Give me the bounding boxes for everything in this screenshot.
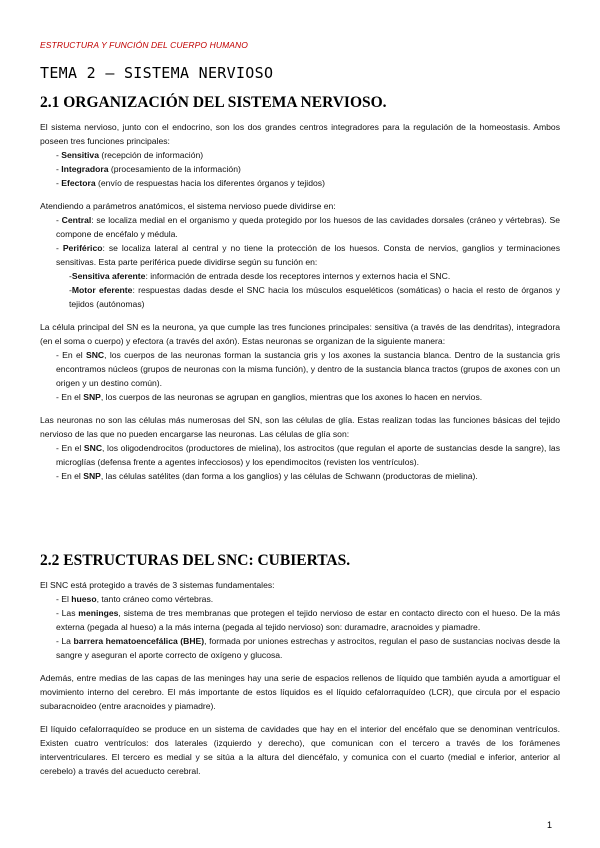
list-item-periferico: - Periférico: se localiza lateral al central y no tiene la protección de los huesos. Consta de nervios, ganglios y terminaciones sensitivas. Esta parte periférica puede dividirse según su función en: bbox=[56, 243, 560, 267]
list-item-hueso: - El hueso, tanto cráneo como vértebras. bbox=[56, 594, 214, 604]
paragraph-neurona: La célula principal del SN es la neurona, ya que cumple las tres funciones principales: sensitiva (a través de las dendritas), integradora (en el soma o cuerpo) y efectora (a través del axón). Estas neuronas se organizan de la siguiente manera: bbox=[40, 322, 560, 346]
chapter-title: TEMA 2 – SISTEMA NERVIOSO bbox=[40, 64, 274, 82]
list-item-snp-neuronas: - En el SNP, los cuerpos de las neuronas se agrupan en ganglios, mientras que los axones lo hacen en nervios. bbox=[56, 392, 483, 402]
list-item-snc-neuronas: - En el SNC, los cuerpos de las neuronas forman la sustancia gris y los axones la sustancia blanca. Dentro de la sustancia gris encontramos núcleos (grupos de neuronas con la misma función), y dentro de la sustancia blanca tractos (grupos de axones con un origen y un destino común). bbox=[56, 350, 561, 388]
section-heading-2-2: 2.2 ESTRUCTURAS DEL SNC: CUBIERTAS. bbox=[40, 552, 351, 569]
sublist-item-eferente: -Motor eferente: respuestas dadas desde el SNC hacia los músculos esqueléticos (somáticas) o hacia el resto de órganos y tejidos (autónomas) bbox=[69, 285, 560, 309]
list-item-snc-glia: - En el SNC, los oligodendrocitos (productores de mielina), los astrocitos (que regulan el aporte de sustancias desde la sangre), las microglías (defensa frente a agentes infecciosos) y los ependimocitos (revisten los ventrículos). bbox=[56, 443, 560, 467]
paragraph-snc-protegido: El SNC está protegido a través de 3 sistemas fundamentales: bbox=[40, 580, 275, 590]
section-2-2-body bbox=[40, 578, 560, 787]
paragraph-glia: Las neuronas no son las células más numerosas del SN, son las células de glía. Estas realizan todas las funciones básicas del tejido nervioso de las que no pueden encargarse las neuronas. Las células de glía son: bbox=[40, 415, 560, 439]
paragraph-intro: El sistema nervioso, junto con el endocrino, son los dos grandes centros integradores para la regulación de la homeostasis. Ambos poseen tres funciones principales: bbox=[40, 122, 560, 146]
sublist-item-aferente: -Sensitiva aferente: información de entrada desde los receptores internos y externos hacia el SNC. bbox=[69, 271, 451, 281]
list-item-sensitiva: - Sensitiva (recepción de información) bbox=[56, 150, 204, 160]
list-item-bhe: - La barrera hematoencefálica (BHE), formada por uniones estrechas y astrocitos, regulan el paso de sustancias nocivas desde la sangre y aseguran el aporte correcto de oxígeno y glucosa. bbox=[56, 636, 561, 660]
list-item-meninges: - Las meninges, sistema de tres membranas que protegen el tejido nervioso de estar en contacto directo con el hueso. De la más externa (pegada al hueso) a la más interna (pegada al tejido nervioso) son: duramadre, aracnoides y piamadre. bbox=[56, 608, 561, 632]
section-2-1-body bbox=[40, 120, 560, 483]
list-item-efectora: - Efectora (envío de respuestas hacia los diferentes órganos y tejidos) bbox=[56, 178, 325, 188]
running-header: ESTRUCTURA Y FUNCIÓN DEL CUERPO HUMANO bbox=[40, 40, 248, 50]
section-heading-2-1: 2.1 ORGANIZACIÓN DEL SISTEMA NERVIOSO. bbox=[40, 94, 387, 111]
list-item-integradora: - Integradora (procesamiento de la información) bbox=[56, 164, 241, 174]
page-number: 1 bbox=[546, 820, 552, 830]
paragraph-espacios: Además, entre medias de las capas de las meninges hay una serie de espacios rellenos de líquido que también ayuda a amortiguar el movimiento interno del cerebro. El más importante de estos líquidos es el líquido cefalorraquídeo (LCR), que circula por el espacio subaracnoideo (entre aracnoides y piamadre). bbox=[40, 673, 560, 711]
list-item-central: - Central: se localiza medial en el organismo y queda protegido por los huesos de las cavidades dorsales (cráneo y vértebras). Se compone de encéfalo y médula. bbox=[56, 215, 561, 239]
list-item-snp-glia: - En el SNP, las células satélites (dan forma a los ganglios) y las células de Schwann (productoras de mielina). bbox=[56, 471, 478, 481]
paragraph-lcr: El líquido cefalorraquídeo se produce en un sistema de cavidades que hay en el interior del encéfalo que se denominan ventrículos. Existen cuatro ventrículos: dos laterales (izquierdo y derecho), que comunican con el tercero a través de los forámenes interventriculares. El tercero es medial y se sitúa a la altura del diencéfalo, y comunica con el cuarto (medial e inferior, anterior al cerebelo) a través del acueducto cerebral. bbox=[40, 724, 560, 776]
paragraph-anatomia: Atendiendo a parámetros anatómicos, el sistema nervioso puede dividirse en: bbox=[40, 201, 336, 211]
